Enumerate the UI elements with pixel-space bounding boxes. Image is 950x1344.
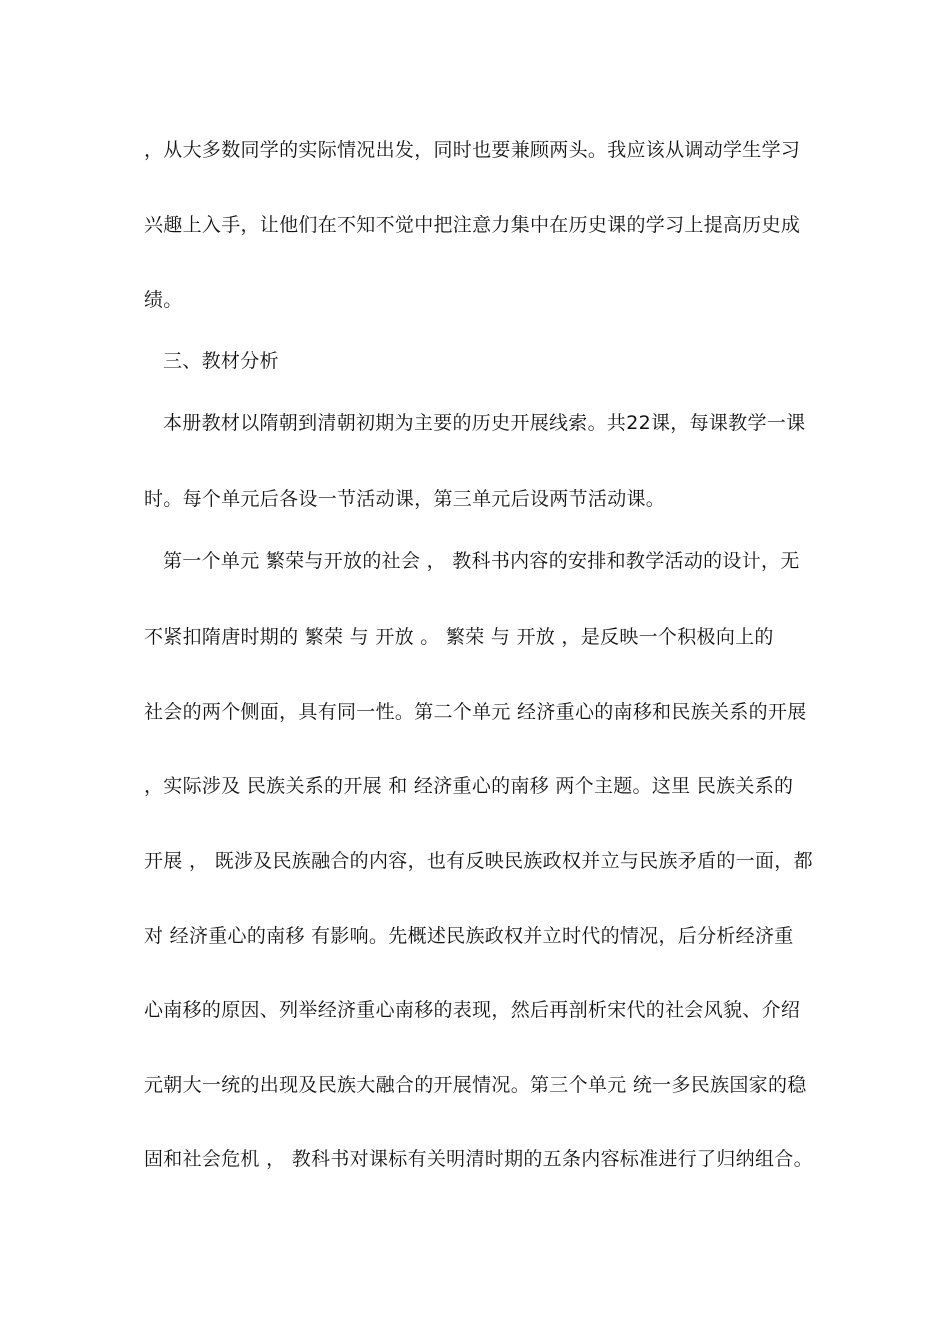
paragraph-line: 心南移的原因、列举经济重心南移的表现，然后再剖析宋代的社会风貌、介绍: [144, 999, 801, 1021]
paragraph-line: 第一个单元 繁荣与开放的社会 ， 教科书内容的安排和教学活动的设计，无: [163, 550, 800, 572]
paragraph-line: 兴趣上入手，让他们在不知不觉中把注意力集中在历史课的学习上提高历史成: [144, 214, 801, 236]
paragraph-line: 绩。: [144, 289, 183, 311]
paragraph-line: 社会的两个侧面，具有同一性。第二个单元 经济重心的南移和民族关系的开展: [144, 701, 807, 723]
paragraph-line: 本册教材以隋朝到清朝初期为主要的历史开展线索。共22课，每课教学一课: [163, 412, 806, 434]
paragraph-line: 元朝大一统的出现及民族大融合的开展情况。第三个单元 统一多民族国家的稳: [144, 1074, 807, 1096]
paragraph-line: 对 经济重心的南移 有影响。先概述民族政权并立时代的情况，后分析经济重: [144, 925, 794, 947]
paragraph-line: 固和社会危机 ， 教科书对课标有关明清时期的五条内容标准进行了归纳组合。: [144, 1148, 813, 1170]
paragraph-line: ，从大多数同学的实际情况出发，同时也要兼顾两头。我应该从调动学生学习: [144, 139, 801, 161]
paragraph-line: 开展 ， 既涉及民族融合的内容，也有反映民族政权并立与民族矛盾的一面，都: [144, 850, 813, 872]
paragraph-line: ，实际涉及 民族关系的开展 和 经济重心的南移 两个主题。这里 民族关系的: [144, 775, 794, 797]
paragraph-line: 时。每个单元后各设一节活动课，第三单元后设两节活动课。: [144, 488, 666, 510]
section-heading: 三、教材分析: [163, 350, 279, 372]
paragraph-line: 不紧扣隋唐时期的 繁荣 与 开放 。 繁荣 与 开放 ，是反映一个积极向上的: [144, 626, 774, 648]
